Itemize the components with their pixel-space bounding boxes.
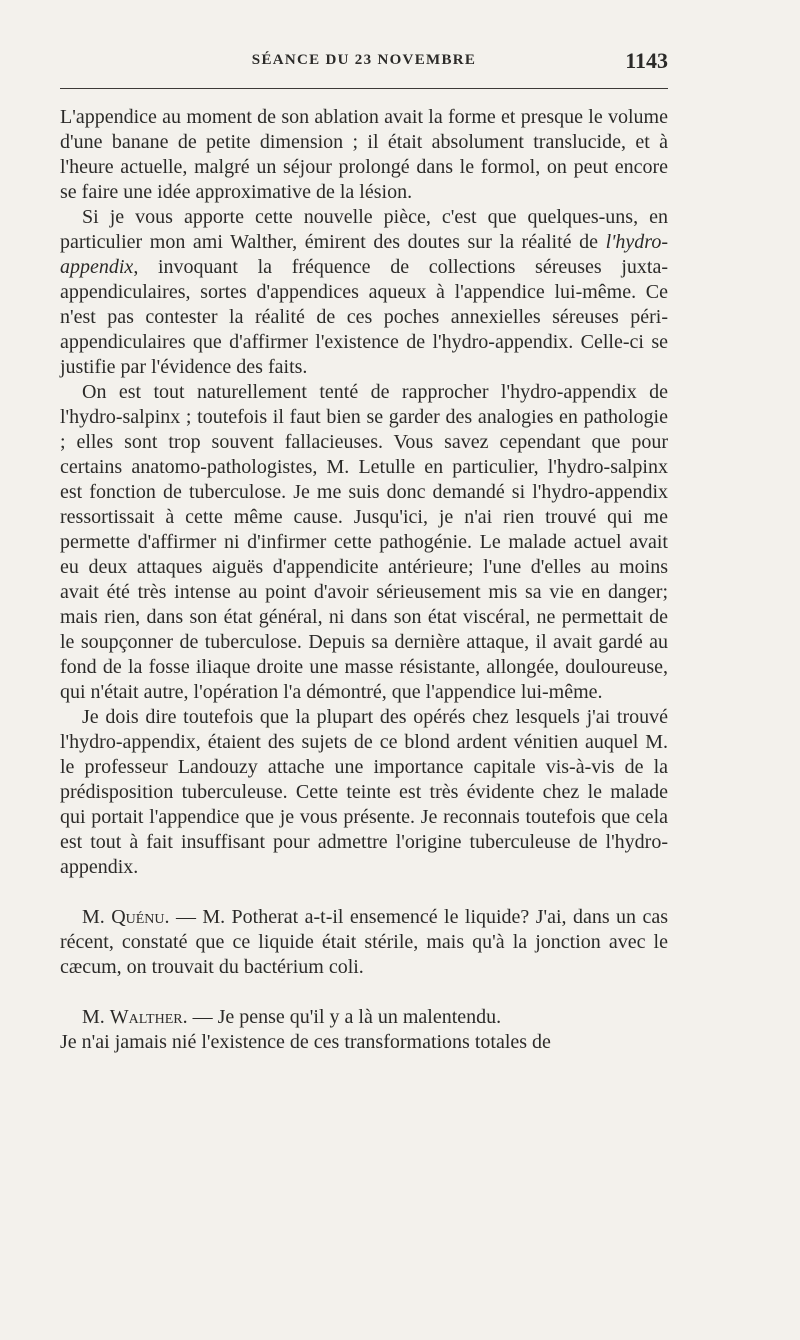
paragraph-text: Si je vous apporte cette nouvelle pièce, c'est que quelques-uns, en particulier mon ami Walther, émirent des doutes sur la réalité de xyxy=(60,206,668,253)
italic-term: l'hydro-appendix xyxy=(60,231,668,278)
intervention-quenu xyxy=(60,905,668,980)
intervention-paragraph xyxy=(60,1005,668,1030)
speaker-name: Quénu xyxy=(111,906,165,928)
page-header xyxy=(60,48,668,80)
speaker-prefix: M. xyxy=(82,906,112,928)
paragraph: L'appendice au moment de son ablation avait la forme et presque le volume d'une banane de petite dimension ; il était absolument translucide, et à l'heure actuelle, malgré un séjour prolongé dans le formol, on peut encore se faire une idée approximative de la lésion. xyxy=(60,106,668,203)
paragraph-text: , invoquant la fréquence de collections séreuses juxta-appendiculaires, sortes d'appendices aqueux à l'appendice lui-même. Ce n'est pas contester la réalité de ces poches annexielles séreuses péri-appendiculaires que d'affirmer l'existence de l'hydro-appendix. Celle-ci se justifie par l'évidence des faits. xyxy=(60,256,668,378)
intervention-continuation: Je n'ai jamais nié l'existence de ces transformations totales de xyxy=(60,1031,551,1053)
paragraph: Je dois dire toutefois que la plupart des opérés chez lesquels j'ai trouvé l'hydro-appendix, étaient des sujets de ce blond ardent vénitien auquel M. le professeur Landouzy attache une importance capitale vis-à-vis de la prédisposition tuberculeuse. Cette teinte est très évidente chez le malade qui portait l'appendice que je vous présente. Je reconnais toutefois que cela est tout à fait insuffisant pour admettre l'origine tuberculeuse de l'hydro-appendix. xyxy=(60,706,668,878)
paragraph: On est tout naturellement tenté de rapprocher l'hydro-appendix de l'hydro-salpinx ; toutefois il faut bien se garder des analogies en pathologie ; elles sont trop souvent fallacieuses. Vous savez cependant que pour certains anatomo-pathologistes, M. Letulle en particulier, l'hydro-salpinx est fonction de tuberculose. Je me suis donc demandé si l'hydro-appendix ressortissait à cette même cause. Jusqu'ici, je n'ai rien trouvé qui me permette d'affirmer ni d'infirmer cette pathogénie. Le malade actuel avait eu deux attaques aiguës d'appendicite antérieure; l'une d'elles au moins avait été très intense au point d'avoir sérieusement mis sa vie en danger; mais rien, dans son état général, ni dans son état viscéral, ne permettait de le soupçonner de tuberculose. Depuis sa dernière attaque, il avait gardé au fond de la fosse iliaque droite une masse résistante, allongée, douloureuse, qui n'était autre, l'opération l'a démontré, que l'appendice lui-même. xyxy=(60,381,668,703)
intervention-walther xyxy=(60,1005,668,1055)
intervention-paragraph xyxy=(60,905,668,980)
intervention-text: . — Je pense qu'il y a là un malentendu. xyxy=(182,1006,502,1028)
paragraph xyxy=(60,205,668,380)
speaker-prefix: M. xyxy=(82,1006,110,1028)
body-text xyxy=(60,105,668,1055)
header-rule xyxy=(60,88,668,89)
speaker-name: Walther xyxy=(109,1006,183,1028)
page xyxy=(60,48,668,1055)
running-title: SÉANCE DU 23 NOVEMBRE xyxy=(251,52,477,68)
page-number: 1143 xyxy=(625,48,668,73)
intervention-text: . — M. Potherat a-t-il ensemencé le liquide? J'ai, dans un cas récent, constaté que ce liquide était stérile, mais qu'à la jonction avec le cæcum, on trouvait du bactérium coli. xyxy=(60,906,668,978)
